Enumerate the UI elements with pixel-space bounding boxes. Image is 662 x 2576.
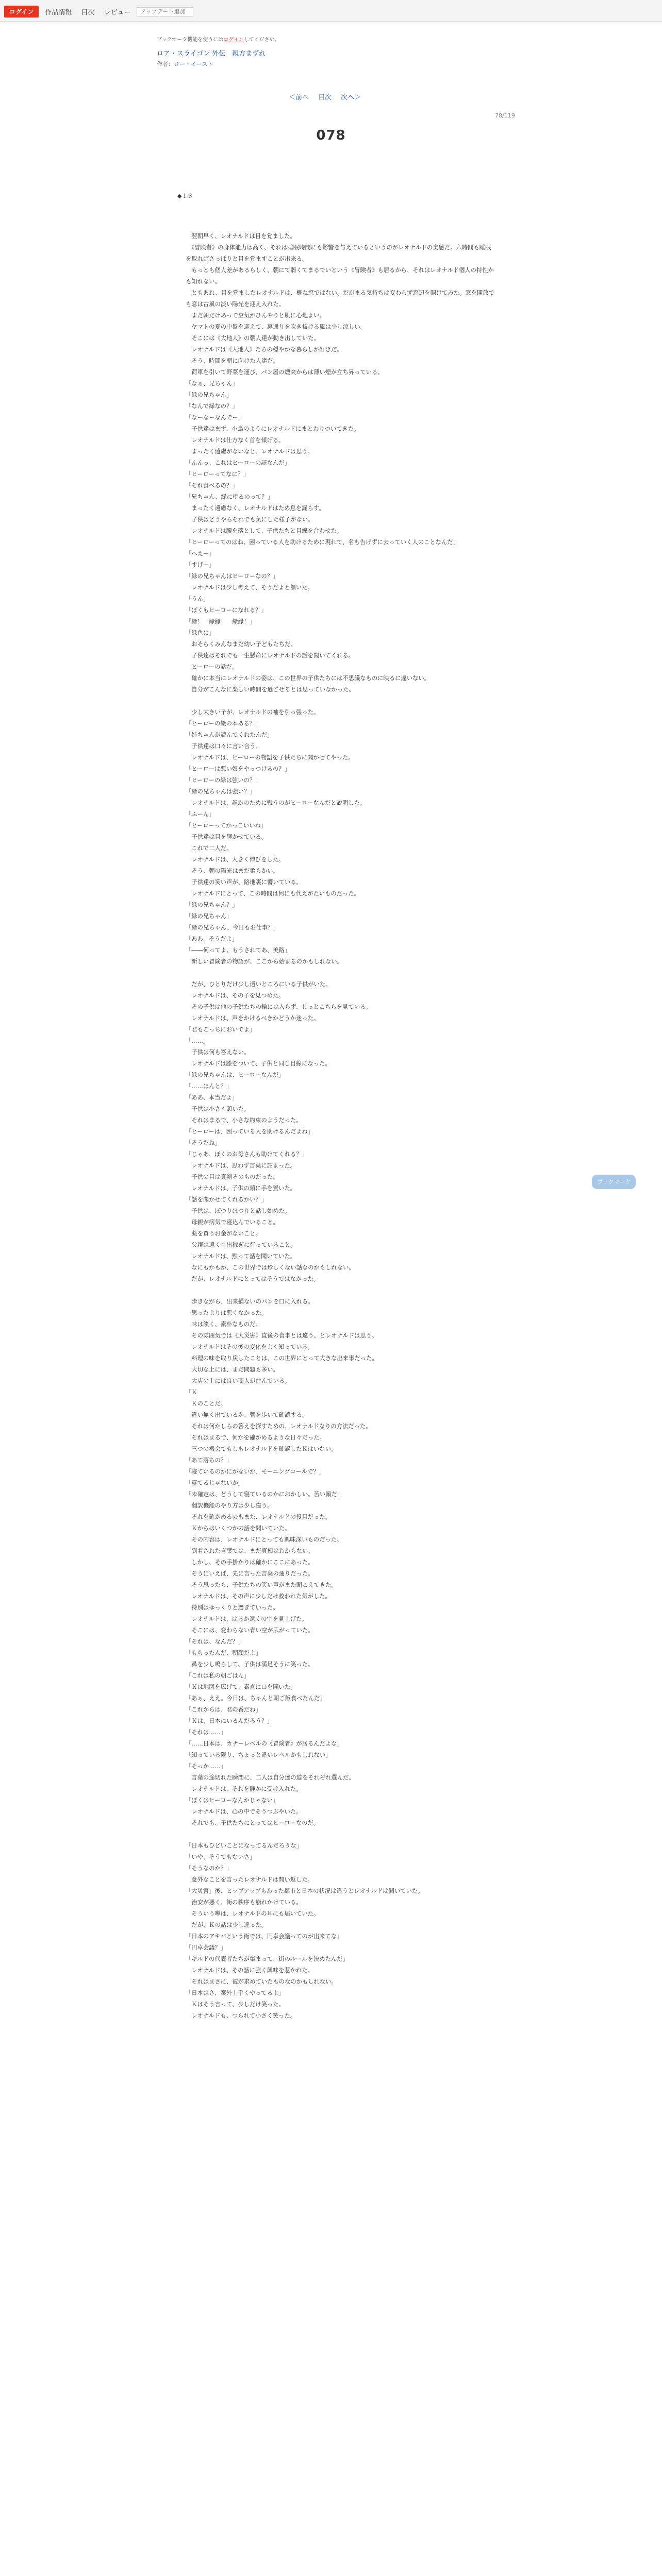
body-paragraph: 「ギルドの代表者たちが集まって、街のルールを決めたんだ」	[186, 1956, 349, 1962]
body-paragraph: そう思ったら、子供たちの笑い声がまた聞こえてきた。	[186, 1582, 337, 1588]
author-line	[157, 60, 507, 68]
body-paragraph: 「うん」	[186, 596, 209, 602]
search-input[interactable]	[137, 7, 193, 16]
body-paragraph: レオナルドは、黙って話を聞いていた。	[186, 1253, 296, 1260]
body-paragraph: 「ヒーローってかっこいいね」	[186, 822, 267, 829]
body-paragraph: レオナルドは、心の中でそうつぶやいた。	[186, 1808, 302, 1815]
body-paragraph: 「寝てるじゃないか」	[186, 1480, 244, 1486]
body-paragraph: 子供達はそれでも一生懸命にレオナルドの話を聞いてくれる。	[186, 652, 355, 659]
body-paragraph: 「ぼくはヒーローなんかじゃない」	[186, 1797, 279, 1804]
body-paragraph: 「緑の兄ちゃん」	[186, 392, 233, 398]
notice-login-link[interactable]: ログイン	[223, 37, 244, 43]
body-paragraph: 「Ｋ	[186, 1389, 197, 1396]
body-paragraph: 「未確定は、どうして寝ているのかにおかしい。苦い顔だ」	[186, 1491, 343, 1498]
body-paragraph: 「緑！ 緑緑！ 緑緑！」	[186, 618, 256, 625]
body-paragraph: 「緑の兄ちゃん？」	[186, 902, 238, 908]
body-paragraph: レオナルドも、つられて小さく笑った。	[186, 2012, 296, 2019]
body-paragraph: その内容は、レオナルドにとっても興味深いものだった。	[186, 1536, 343, 1543]
body-paragraph: だが、ひとりだけ少し遠いところにいる子供がいた。	[186, 981, 332, 988]
body-paragraph: 思ったよりは悪くなかった。	[186, 1310, 268, 1316]
next-chapter-link[interactable]: 次へ＞	[341, 94, 361, 101]
body-paragraph: 「君もこっちにおいでよ」	[186, 1026, 256, 1033]
body-paragraph: 「緑の兄ちゃん」	[186, 913, 233, 920]
body-paragraph: 《冒険者》の身体能力は高く、それは睡眠時間にも影響を与えているというのがレオナルドの実感だ。六時間も睡眠を取ればさっぱりと目を覚ますことが出来る。	[186, 244, 491, 262]
top-navigation-bar	[0, 0, 662, 22]
body-paragraph: レオナルドは、はるか遠くの空を見上げた。	[186, 1616, 308, 1622]
body-paragraph: レオナルドは膝をついて、子供と同じ目線になった。	[186, 1060, 331, 1067]
body-paragraph: そうにいえば、先に言った言葉の通りだった。	[186, 1570, 314, 1577]
body-paragraph	[186, 1829, 495, 1840]
body-paragraph: おそらくみんなまだ幼い子どもたちだ。	[186, 641, 296, 648]
body-paragraph	[186, 968, 495, 979]
body-paragraph: 「これは私の朝ごはん」	[186, 1672, 250, 1679]
body-paragraph: それを確かめるのもまた、レオナルドの役目だった。	[186, 1514, 331, 1520]
body-paragraph: 「ヒーローは悪い奴をやっつけるの？」	[186, 766, 290, 772]
body-paragraph: 子供達は目を輝かせている。	[186, 834, 268, 840]
body-paragraph: 「Ｋは地図を広げて、素直に口を開いた」	[186, 1684, 296, 1690]
body-paragraph: レオナルドは、その話に強く興味を惹かれた。	[186, 1967, 313, 1974]
body-paragraph: レオナルドは腰を落として、子供たちと目線を合わせた。	[186, 528, 343, 534]
body-paragraph: 「それは……」	[186, 1729, 227, 1736]
body-paragraph: だが、レオナルドにとってはそうではなかった。	[186, 1276, 320, 1282]
body-paragraph: そういう噂は、レオナルドの耳にも届いていた。	[186, 1910, 320, 1917]
body-paragraph: 少し大きい子が、レオナルドの袖を引っ張った。	[186, 709, 320, 716]
body-paragraph: 子供達は口々に言い合う。	[186, 743, 261, 750]
body-paragraph: そこには《大地人》の朝人達が動き出していた。	[186, 335, 320, 342]
body-paragraph: ともあれ、目を覚ましたレオナルドは、概ね窓ではない。だがまる気持ちは変わらず窓辺を開けてみた。窓を開放でも窓は古風の淡い陽光を迎え入れた。	[186, 290, 494, 308]
chapter-number: 078	[316, 128, 346, 143]
body-paragraph: 「そっか……」	[186, 1763, 227, 1770]
body-paragraph: それは何かしらの答えを探すための、レオナルドなりの方法だった。	[186, 1423, 372, 1430]
body-paragraph: 「んんっ、これはヒーローの証なんだ」	[186, 460, 290, 466]
body-paragraph: 「日本はさ、案外上手くやってるよ」	[186, 1990, 285, 1996]
body-paragraph: 「大災害」後、ヒップアップもあった都市と日本の状況は違うとレオナルドは聞いていた。	[186, 1888, 424, 1894]
body-paragraph: それはまさに、彼が求めていたものなのかもしれない。	[186, 1978, 337, 1985]
body-paragraph: まったく遠慮がないなと、レオナルドは思う。	[186, 448, 313, 455]
body-paragraph: 「ヒーローの絵の本ある？」	[186, 720, 261, 727]
novel-info	[157, 35, 507, 68]
body-paragraph: そう、朝の陽光はまだ柔らかい。	[186, 868, 279, 874]
body-paragraph: 「日本もひどいことになってるんだろうな」	[186, 1842, 302, 1849]
body-paragraph: だが、Ｋの話は少し違った。	[186, 1922, 268, 1928]
body-paragraph: しかし、その手掛かりは確かにここにあった。	[186, 1559, 314, 1566]
body-paragraph: これで二人だ。	[186, 845, 233, 852]
body-paragraph: 自分がこんなに楽しい時間を過ごせるとは思っていなかった。	[186, 686, 355, 693]
body-paragraph: なにもかもが、この世界では珍しくない話なのかもしれない。	[186, 1264, 355, 1271]
chapter-body	[186, 231, 495, 2022]
body-paragraph: 「……」	[186, 1038, 209, 1044]
body-paragraph: 子供の目は真剣そのものだった。	[186, 1174, 279, 1180]
nav-table-of-contents[interactable]: 目次	[81, 9, 95, 16]
body-paragraph: 「あぁ、ええ。今日は、ちゃんと朝ご飯食べたんだ」	[186, 1695, 326, 1702]
body-paragraph: 「……日本は、カナーレベルの《冒険者》が居るんだよな」	[186, 1740, 343, 1747]
chapter-pager	[289, 92, 361, 101]
body-paragraph: 「……ほんと？」	[186, 1083, 233, 1090]
body-paragraph: 「ヒーローってなに？」	[186, 471, 250, 478]
body-paragraph: 「それ食べるの？」	[186, 482, 238, 489]
toc-link[interactable]: 目次	[318, 94, 332, 101]
body-paragraph: 「Ｋは、日本にいるんだろう？」	[186, 1718, 273, 1724]
body-paragraph: 「緑色に」	[186, 630, 215, 636]
body-paragraph: 「円卓会議？」	[186, 1944, 227, 1951]
body-paragraph: 「兄ちゃん、緑に塗るのって？」	[186, 494, 274, 500]
body-paragraph: 新しい冒険者の物語が、ここから始まるのかもしれない。	[186, 958, 343, 965]
body-paragraph: 「なぁ、兄ちゃん」	[186, 380, 238, 387]
body-paragraph: 「なんで緑なの？」	[186, 403, 238, 410]
body-paragraph: レオナルドは、ヒーローの物語を子供たちに聞かせてやった。	[186, 754, 354, 761]
notice-suffix: してください。	[243, 37, 280, 43]
body-paragraph: 「あて落ちの？」	[186, 1457, 233, 1464]
body-paragraph: そう、時間を朝に向けた人達だ。	[186, 358, 279, 364]
body-paragraph: 「寝ているのかにかないか、モーニングコールで？」	[186, 1468, 325, 1475]
body-paragraph: レオナルドは仕方なく首を傾げる。	[186, 437, 285, 444]
body-paragraph: 到着された言葉では、まだ真相はわからない。	[186, 1548, 314, 1554]
body-paragraph: 「へえー」	[186, 550, 215, 557]
body-paragraph: 「ふーん」	[186, 811, 215, 818]
body-paragraph: 治安が悪く、街の秩序も崩れかけている。	[186, 1899, 302, 1906]
body-paragraph	[186, 1285, 495, 1296]
body-paragraph: それはまるで、何かを確かめるような日々だった。	[186, 1434, 325, 1441]
body-paragraph: 「もらったんだ、朝顔だよ」	[186, 1650, 261, 1656]
body-paragraph: 子供は何も答えない。	[186, 1049, 250, 1056]
body-paragraph: 特別はゆっくりと過ぎていった。	[186, 1604, 279, 1611]
body-paragraph: 「話を聞かせてくれるかい？」	[186, 1196, 268, 1203]
body-paragraph: 「ぼくもヒーローになれる？」	[186, 607, 267, 614]
body-paragraph: 歩きながら、出来損ないのパンを口に入れる。	[186, 1298, 314, 1305]
body-paragraph: 「すげー」	[186, 562, 215, 568]
header-nav	[4, 5, 193, 18]
body-paragraph: 大店の上には良い商人が住んでいる。	[186, 1378, 291, 1384]
body-paragraph: 子供は、ぽつりぽつりと話し始めた。	[186, 1208, 291, 1214]
body-paragraph: 鼻を少し鳴らして、子供は満足そうに笑った。	[186, 1661, 314, 1668]
body-paragraph: 違い無く出ているか、朝を歩いて確認する。	[186, 1412, 308, 1418]
body-paragraph: 「姉ちゃんが読んでくれたんだ」	[186, 732, 273, 738]
body-paragraph: それはまるで、小さな約束のようだった。	[186, 1117, 302, 1124]
body-paragraph: 意外なことを言ったレオナルドは問い返した。	[186, 1876, 313, 1883]
body-paragraph: 翻訳機能のやり方は少し違う。	[186, 1502, 273, 1509]
body-paragraph: Ｋのことだ。	[186, 1400, 227, 1407]
body-paragraph: レオナルドにとって、この時間は何にも代えがたいものだった。	[186, 890, 360, 897]
body-paragraph: そこには、変わらない青い空が広がっていた。	[186, 1627, 314, 1634]
body-paragraph: 「ヒーローってのはね、困っている人を助けるために現れて、名も告げずに去っていく人のことなんだ」	[186, 539, 459, 546]
body-paragraph: それでも、子供たちにとってはヒーローなのだ。	[186, 1820, 320, 1826]
body-paragraph: ヤマトの夏の中盤を迎えて、裏通りを吹き抜ける風は少し涼しい。	[186, 324, 366, 330]
body-paragraph: 荷車を引いて野菜を運び、パン屋の煙突からは薄い煙が立ち昇っている。	[186, 369, 384, 376]
body-paragraph: 子供はどうやらそれでも気にした様子がない。	[186, 516, 314, 523]
body-paragraph	[186, 696, 495, 707]
body-paragraph: まだ朝だけあって空気がひんやりと肌に心地よい。	[186, 312, 326, 319]
body-paragraph: レオナルドはその後の変化をよく知っている。	[186, 1344, 313, 1350]
body-paragraph: 「それは、なんだ？」	[186, 1638, 244, 1645]
body-paragraph: 「緑の兄ちゃんはヒーローなの？」	[186, 573, 279, 580]
body-paragraph: 「ヒーローは、困っている人を助けるんだよね」	[186, 1128, 314, 1135]
novel-title-link[interactable]: ロア・スライゴン 外伝 親方まずれ	[157, 50, 266, 58]
body-paragraph: 大切な上には、まだ問題も多い。	[186, 1366, 279, 1373]
body-paragraph: レオナルドは少し考えて、そうだよと頷いた。	[186, 584, 313, 591]
body-paragraph: もっとも個人差があるらしく、朝にて弱くてまるでいという《冒険者》も居るから、それはレオナルド個人の特性かも知れない。	[186, 267, 494, 285]
body-paragraph: 母親が病気で寝込んでいること。	[186, 1219, 279, 1226]
nav-reviews[interactable]: レビュー	[104, 9, 131, 16]
body-paragraph: 「ああ、そうだよ」	[186, 936, 238, 942]
body-paragraph: レオナルドは、誰かのために戦うのがヒーローなんだと説明した。	[186, 800, 366, 806]
body-paragraph: レオナルドは《大地人》たちの穏やかな暮らしが好きだ。	[186, 346, 343, 353]
body-paragraph: レオナルドは、声をかけるべきかどうか迷った。	[186, 1015, 320, 1022]
body-paragraph: 「ああ、本当だよ」	[186, 1094, 238, 1101]
body-paragraph: ヒーローの話だ。	[186, 664, 238, 670]
body-paragraph: レオナルドは、子供の頭に手を置いた。	[186, 1185, 296, 1192]
body-paragraph: 「そうだね」	[186, 1140, 221, 1146]
body-paragraph: 「緑の兄ちゃん、今日もお仕事？」	[186, 924, 279, 931]
body-paragraph: 「ヒーローの緑は強いの？」	[186, 777, 261, 784]
section-mark: ◆１８	[177, 193, 193, 199]
page-number: 78/119	[495, 112, 515, 119]
body-paragraph: その雰囲気では《大災害》直後の食事とは違う、とレオナルドは思う。	[186, 1332, 378, 1339]
body-paragraph: 子供達の笑い声が、路地裏に響いている。	[186, 879, 302, 886]
body-paragraph: 「じゃあ、ぼくのお母さんも助けてくれる？」	[186, 1151, 308, 1158]
prev-chapter-link[interactable]: ＜前へ	[289, 94, 309, 101]
body-paragraph: その子供は他の子供たちの輪には入らず、じっとこちらを見ている。	[186, 1004, 372, 1010]
body-paragraph: レオナルドは、思わず言葉に詰まった。	[186, 1162, 296, 1169]
body-paragraph: 「緑の兄ちゃんは強い？」	[186, 788, 256, 795]
notice-prefix: ブックマーク機能を使うには	[157, 37, 224, 43]
body-paragraph: 「――何ってよ、もうされてあ、美路」	[186, 947, 290, 954]
body-paragraph: Ｋからはいくつかの話を聞いていた。	[186, 1525, 291, 1532]
body-paragraph: 子供は小さく頷いた。	[186, 1106, 250, 1112]
body-paragraph: 「日本のアキバという街では、円卓会議ってのが出来てな」	[186, 1933, 343, 1940]
body-paragraph: レオナルドは、それを静かに受け入れた。	[186, 1786, 302, 1792]
bookmark-notice	[157, 35, 507, 43]
body-paragraph: 「これからは、君の番だね」	[186, 1706, 261, 1713]
body-paragraph: 料理の味を取り戻したことは、この世界にとって大きな出来事だった。	[186, 1355, 378, 1362]
body-paragraph: 「なーなーなんでー」	[186, 414, 244, 421]
body-paragraph: 言葉の途切れた瞬間に、二人は自分達の道をそれぞれ選んだ。	[186, 1774, 355, 1781]
body-paragraph: 「知っている限り、ちょっと違いレベルかもしれない」	[186, 1752, 332, 1758]
body-paragraph: 「そうなのか？」	[186, 1865, 233, 1872]
body-paragraph: 味は淡く、素朴なものだ。	[186, 1321, 261, 1328]
body-paragraph: 「緑の兄ちゃんは、ヒーローなんだ」	[186, 1072, 285, 1078]
body-paragraph: レオナルドは、大きく伸びをした。	[186, 856, 285, 863]
nav-work-info[interactable]: 作品情報	[45, 9, 72, 16]
body-paragraph: 三つの機会でもしもレオナルドを確認したＫはいない。	[186, 1446, 337, 1452]
body-paragraph: 翌朝早く、レオナルドは目を覚ました。	[186, 233, 296, 240]
body-paragraph: Ｋはそう言って、少しだけ笑った。	[186, 2001, 285, 2008]
body-paragraph: レオナルドは、その声に少しだけ救われた気がした。	[186, 1593, 331, 1600]
body-paragraph: レオナルドは、その子を見つめた。	[186, 992, 285, 999]
author-name-link[interactable]: ロー・イースト	[174, 61, 213, 67]
author-label: 作者：	[157, 61, 174, 67]
body-paragraph: 子供達はまず、小鳥のようにレオナルドにまとわりついてきた。	[186, 426, 360, 432]
login-button[interactable]: ログイン	[4, 6, 39, 18]
body-paragraph: 薬を買うお金がないこと。	[186, 1230, 261, 1237]
body-paragraph: 父親は遠くへ出稼ぎに行っていること。	[186, 1242, 296, 1248]
bookmark-button[interactable]: ブックマーク	[592, 1175, 636, 1189]
body-paragraph: まったく遠慮なく、レオナルドはため息を漏らす。	[186, 505, 325, 512]
body-paragraph: 「いや、そうでもないさ」	[186, 1854, 256, 1860]
body-paragraph: 確かに本当にレオナルドの姿は、この世界の子供たちには不思議なものに映るに違いない。	[186, 675, 430, 682]
